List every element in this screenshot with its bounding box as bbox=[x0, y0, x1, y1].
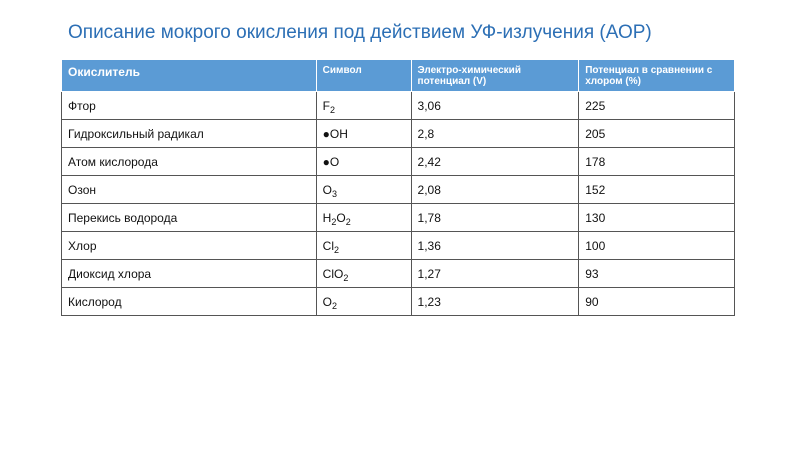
cell-percent: 130 bbox=[579, 204, 735, 232]
cell-oxidant: Кислород bbox=[62, 288, 317, 316]
subscript: 2 bbox=[331, 216, 337, 227]
cell-potential: 3,06 bbox=[411, 92, 579, 120]
table-row bbox=[62, 260, 735, 288]
table-row bbox=[62, 288, 735, 316]
cell-symbol bbox=[316, 204, 411, 232]
cell-percent: 152 bbox=[579, 176, 735, 204]
symbol-text: ClO bbox=[322, 266, 344, 281]
symbol-text: Cl bbox=[322, 238, 335, 253]
symbol-text: F bbox=[322, 98, 331, 113]
cell-potential: 2,42 bbox=[411, 148, 579, 176]
symbol-text: ●OH bbox=[322, 126, 348, 141]
cell-potential: 1,27 bbox=[411, 260, 579, 288]
cell-symbol bbox=[316, 260, 411, 288]
cell-percent: 178 bbox=[579, 148, 735, 176]
oxidants-table bbox=[61, 59, 735, 316]
cell-oxidant: Атом кислорода bbox=[62, 148, 317, 176]
symbol-text: ●O bbox=[322, 154, 340, 169]
header-percent: Потенциал в сравнении с хлором (%) bbox=[579, 60, 735, 92]
subscript: 3 bbox=[332, 188, 338, 199]
header-oxidant: Окислитель bbox=[62, 60, 317, 92]
cell-symbol bbox=[316, 232, 411, 260]
cell-oxidant: Озон bbox=[62, 176, 317, 204]
cell-potential: 1,36 bbox=[411, 232, 579, 260]
table-row bbox=[62, 232, 735, 260]
table-header-row bbox=[62, 60, 735, 92]
table-row bbox=[62, 176, 735, 204]
slide-title: Описание мокрого окисления под действием УФ-излучения (АОР) bbox=[68, 22, 652, 43]
cell-potential: 1,78 bbox=[411, 204, 579, 232]
symbol-text: O bbox=[336, 210, 346, 225]
cell-oxidant: Хлор bbox=[62, 232, 317, 260]
cell-symbol bbox=[316, 92, 411, 120]
cell-potential: 2,8 bbox=[411, 120, 579, 148]
table-row bbox=[62, 120, 735, 148]
table-row bbox=[62, 148, 735, 176]
table-row bbox=[62, 204, 735, 232]
cell-percent: 100 bbox=[579, 232, 735, 260]
cell-potential: 2,08 bbox=[411, 176, 579, 204]
cell-symbol bbox=[316, 148, 411, 176]
symbol-text: O bbox=[322, 182, 333, 197]
subscript: 2 bbox=[334, 244, 340, 255]
cell-percent: 205 bbox=[579, 120, 735, 148]
header-symbol: Символ bbox=[316, 60, 411, 92]
cell-symbol bbox=[316, 120, 411, 148]
subscript: 2 bbox=[343, 272, 349, 283]
symbol-text: H bbox=[322, 210, 332, 225]
table-row bbox=[62, 92, 735, 120]
cell-oxidant: Перекись водорода bbox=[62, 204, 317, 232]
cell-oxidant: Фтор bbox=[62, 92, 317, 120]
subscript: 2 bbox=[330, 104, 336, 115]
cell-symbol bbox=[316, 176, 411, 204]
header-potential: Электро-химический потенциал (V) bbox=[411, 60, 579, 92]
cell-percent: 90 bbox=[579, 288, 735, 316]
cell-percent: 93 bbox=[579, 260, 735, 288]
subscript: 2 bbox=[332, 300, 338, 311]
table-body bbox=[62, 92, 735, 316]
symbol-text: O bbox=[322, 294, 333, 309]
cell-percent: 225 bbox=[579, 92, 735, 120]
cell-oxidant: Гидроксильный радикал bbox=[62, 120, 317, 148]
cell-potential: 1,23 bbox=[411, 288, 579, 316]
cell-symbol bbox=[316, 288, 411, 316]
subscript: 2 bbox=[345, 216, 351, 227]
cell-oxidant: Диоксид хлора bbox=[62, 260, 317, 288]
